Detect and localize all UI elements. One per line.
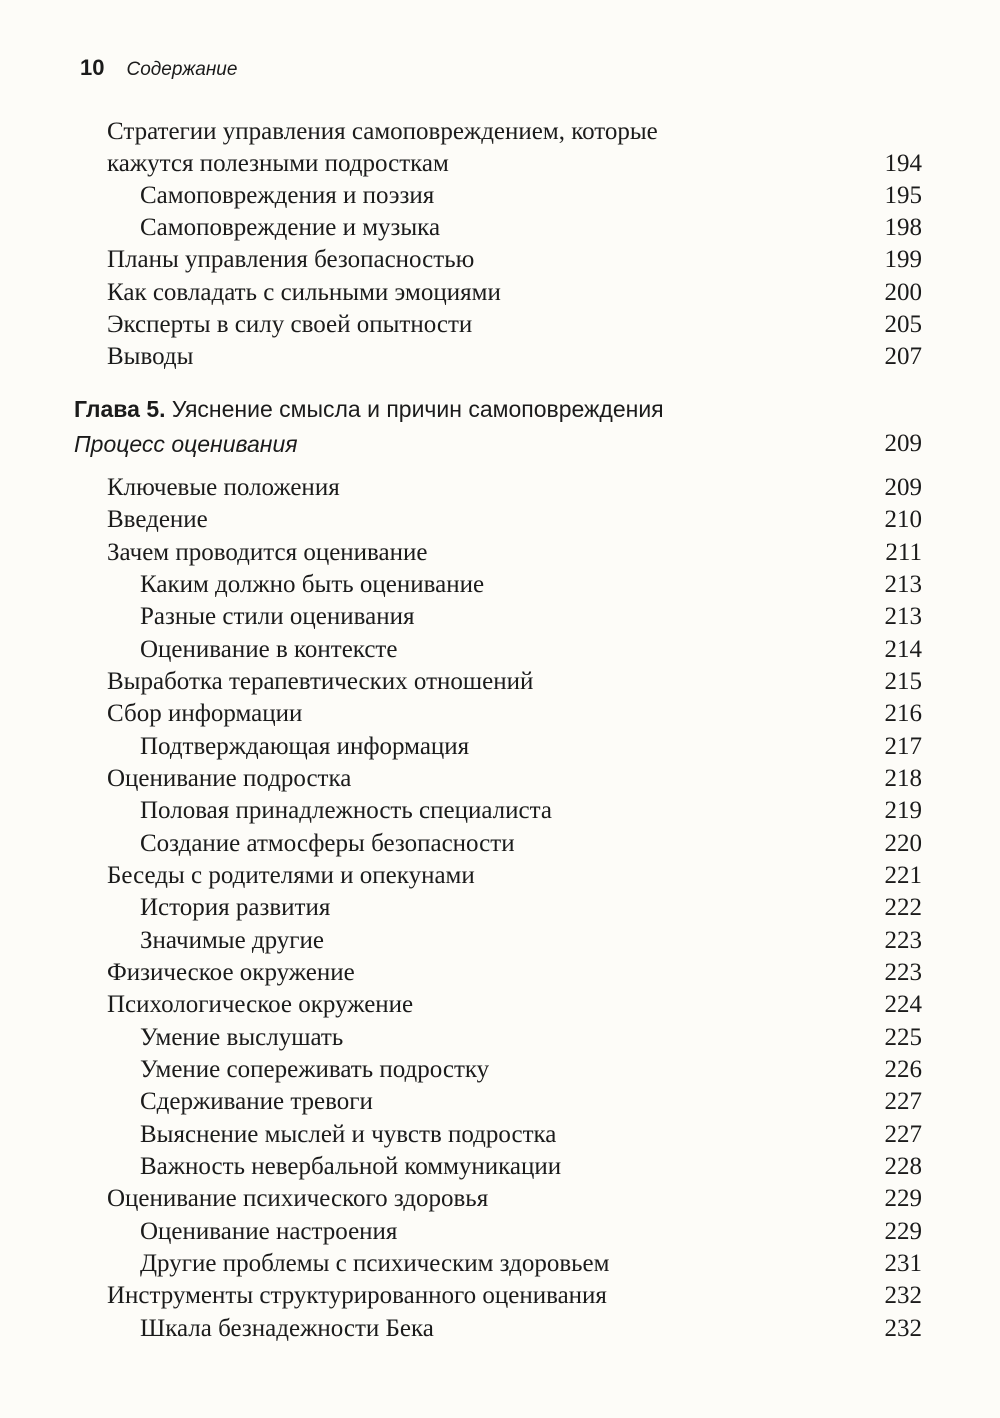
toc-entry-title: Важность невербальной коммуникации — [140, 1153, 562, 1180]
toc-entry — [0, 244, 1000, 278]
toc-entry-title: Стратегии управления самоповреждением, которые — [107, 118, 658, 145]
toc-entry — [0, 828, 1000, 862]
toc-entry-title: Подтверждающая информация — [140, 733, 470, 760]
toc-entry-title: Физическое окружение — [107, 959, 355, 986]
toc-entry-title: Каким должно быть оценивание — [140, 571, 485, 598]
chapter-subtitle-row — [0, 428, 1000, 462]
toc-entry-title: Оценивание в контексте — [140, 636, 398, 663]
toc-page-number: 223 — [884, 927, 922, 954]
chapter-subtitle: Процесс оценивания — [74, 431, 298, 457]
toc-entry-title: Выработка терапевтических отношений — [107, 668, 534, 695]
toc-entry — [0, 537, 1000, 571]
toc-entry — [0, 860, 1000, 894]
toc-page-number: 216 — [884, 700, 922, 727]
running-header — [80, 55, 237, 91]
toc-page-number: 209 — [884, 430, 922, 457]
toc-entry — [0, 795, 1000, 829]
toc-entry — [0, 634, 1000, 668]
toc-entry-title: Сдерживание тревоги — [140, 1088, 373, 1115]
toc-entry-title: Введение — [107, 506, 208, 533]
toc-entry — [0, 666, 1000, 700]
toc-page-number: 200 — [884, 279, 922, 306]
chapter-heading — [74, 396, 664, 423]
toc-entry — [0, 1280, 1000, 1314]
toc-page-number: 215 — [884, 668, 922, 695]
toc-entry-title: Создание атмосферы безопасности — [140, 830, 515, 857]
toc-entry-title: Ключевые положения — [107, 474, 340, 501]
toc-entry-title: Психологическое окружение — [107, 991, 414, 1018]
toc-entry-title: История развития — [140, 894, 331, 921]
toc-entry — [0, 1151, 1000, 1185]
toc-entry — [0, 731, 1000, 765]
toc-page-number: 231 — [884, 1250, 922, 1277]
toc-page-number: 229 — [884, 1218, 922, 1245]
toc-entry-title: кажутся полезными подросткам — [107, 150, 449, 177]
toc-page-number: 219 — [884, 797, 922, 824]
toc-page-number: 199 — [884, 246, 922, 273]
toc-page-number: 194 — [884, 150, 922, 177]
chapter-title: Уяснение смысла и причин самоповреждения — [165, 396, 664, 422]
toc-page-number: 223 — [884, 959, 922, 986]
toc-page-number: 221 — [884, 862, 922, 889]
toc-entry — [0, 1216, 1000, 1250]
toc-entry-multiline-line2 — [0, 148, 1000, 182]
toc-entry-title: Инструменты структурированного оценивания — [107, 1282, 607, 1309]
toc-page-number: 227 — [884, 1121, 922, 1148]
toc-entry — [0, 569, 1000, 603]
toc-entry — [0, 472, 1000, 506]
toc-page-number: 209 — [884, 474, 922, 501]
toc-page-number: 210 — [884, 506, 922, 533]
toc-page-number: 195 — [884, 182, 922, 209]
toc-page-number: 224 — [884, 991, 922, 1018]
toc-entry-title: Выводы — [107, 343, 194, 370]
toc-entry-title: Самоповреждение и музыка — [140, 214, 441, 241]
toc-entry — [0, 1086, 1000, 1120]
toc-entry — [0, 277, 1000, 311]
toc-entry-title: Половая принадлежность специалиста — [140, 797, 552, 824]
toc-entry — [0, 309, 1000, 343]
toc-page-number: 232 — [884, 1282, 922, 1309]
toc-page-number: 214 — [884, 636, 922, 663]
toc-entry — [0, 1183, 1000, 1217]
chapter-label: Глава 5. — [74, 396, 166, 422]
toc-entry — [0, 989, 1000, 1023]
toc-page-number: 229 — [884, 1185, 922, 1212]
toc-entry — [0, 601, 1000, 635]
toc-entry — [0, 1313, 1000, 1347]
toc-entry-title: Другие проблемы с психическим здоровьем — [140, 1250, 610, 1277]
toc-page-number: 228 — [884, 1153, 922, 1180]
toc-entry-title: Шкала безнадежности Бека — [140, 1315, 434, 1342]
toc-entry — [0, 925, 1000, 959]
toc-page-number: 225 — [884, 1024, 922, 1051]
toc-entry-title: Эксперты в силу своей опытности — [107, 311, 473, 338]
toc-entry-title: Оценивание психического здоровья — [107, 1185, 489, 1212]
toc-entry-title: Умение выслушать — [140, 1024, 344, 1051]
toc-entry-title: Разные стили оценивания — [140, 603, 415, 630]
toc-entry — [0, 892, 1000, 926]
toc-page-number: 226 — [884, 1056, 922, 1083]
toc-entry-title: Оценивание настроения — [140, 1218, 398, 1245]
toc-entry-title: Самоповреждения и поэзия — [140, 182, 435, 209]
toc-entry-title: Выяснение мыслей и чувств подростка — [140, 1121, 557, 1148]
toc-page-number: 220 — [884, 830, 922, 857]
running-title: Содержание — [126, 59, 238, 80]
toc-entry-title: Беседы с родителями и опекунами — [107, 862, 475, 889]
toc-entry — [0, 180, 1000, 214]
toc-page-number: 213 — [884, 603, 922, 630]
toc-page-number: 205 — [884, 311, 922, 338]
toc-page-number: 222 — [884, 894, 922, 921]
toc-entry-title: Как совладать с сильными эмоциями — [107, 279, 501, 306]
page-number: 10 — [80, 55, 105, 80]
toc-page-number: 211 — [885, 539, 922, 566]
toc-entry-title: Зачем проводится оценивание — [107, 539, 428, 566]
toc-entry — [0, 763, 1000, 797]
toc-page-number: 207 — [884, 343, 922, 370]
toc-page-number: 227 — [884, 1088, 922, 1115]
toc-entry — [0, 504, 1000, 538]
toc-entry-title: Сбор информации — [107, 700, 303, 727]
toc-entry — [0, 341, 1000, 375]
toc-page-number: 198 — [884, 214, 922, 241]
toc-entry — [0, 212, 1000, 246]
toc-entry — [0, 1248, 1000, 1282]
toc-entry — [0, 1119, 1000, 1153]
toc-entry-title: Планы управления безопасностью — [107, 246, 475, 273]
toc-page-number: 232 — [884, 1315, 922, 1342]
toc-entry — [0, 1054, 1000, 1088]
toc-entry — [0, 957, 1000, 991]
toc-entry-title: Умение сопереживать подростку — [140, 1056, 490, 1083]
toc-entry — [0, 698, 1000, 732]
toc-entry-title: Оценивание подростка — [107, 765, 352, 792]
toc-entry — [0, 1022, 1000, 1056]
toc-entry-title: Значимые другие — [140, 927, 325, 954]
toc-entry-multiline-line1 — [0, 116, 1000, 150]
toc-page-number: 217 — [884, 733, 922, 760]
toc-page-number: 213 — [884, 571, 922, 598]
toc-page-number: 218 — [884, 765, 922, 792]
